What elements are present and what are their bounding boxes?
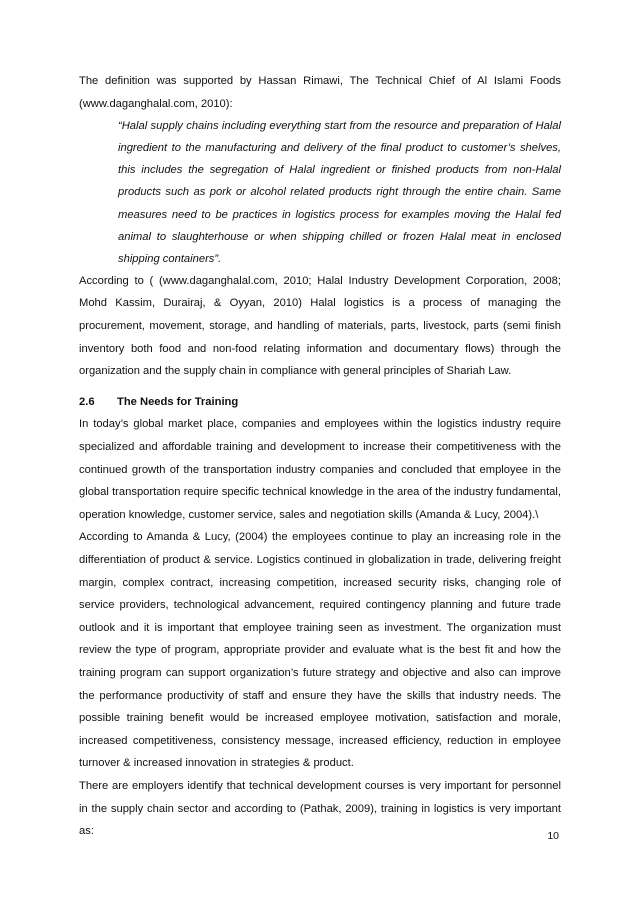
- training-paragraph-2: According to Amanda & Lucy, (2004) the employees continue to play an increasing role in the differentiation of product & service. Logistics continued in globalization in trade, delivering freight margin, complex contract, increasing competition, increased security risks, changing role of service providers, technological advancement, required contingency planning and future trade outlook and it is important that employee training seen as investment. The organization must review the type of program, appropriate provider and evaluate what is the best fit and how the training program can support organization’s future strategy and objective and also can improve the performance productivity of staff and ensure they have the skills that industry needs. The possible training benefit would be increased employee motivation, satisfaction and morale, increased competitiveness, consistency message, increased efficiency, reduction in employee turnover & increased innovation in strategies & product.: [79, 531, 561, 770]
- training-paragraph-3: There are employers identify that technical development courses is very important for personnel in the supply chain sector and according to (Pathak, 2009), training in logistics is very important as:: [79, 779, 561, 838]
- section-heading: [79, 391, 561, 414]
- section-number: 2.6: [79, 395, 95, 408]
- section-title: The Needs for Training: [117, 395, 239, 408]
- page-body: [79, 70, 561, 843]
- intro-paragraph: The definition was supported by Hassan Rimawi, The Technical Chief of Al Islami Foods (www.daganghalal.com, 2010):: [79, 75, 561, 110]
- halal-logistics-paragraph: According to ( (www.daganghalal.com, 2010; Halal Industry Development Corporation, 2008; Mohd Kassim, Durairaj, & Oyyan, 2010) Halal logistics is a process of managing the procurement, movement, storage, and handling of materials, parts, livestock, parts (semi finish inventory both food and non-food relating information and documentary flows) through the organization and the supply chain in compliance with general principles of Shariah Law.: [79, 274, 561, 378]
- quote-block: “Halal supply chains including everything start from the resource and preparation of Halal ingredient to the manufacturing and delivery of the final product to customer’s shelves, this includes the segregation of Halal ingredient or finished products from non-Halal products such as pork or alcohol related products right through the entire chain. Same measures need to be practices in logistics process for examples moving the Halal fed animal to slaughterhouse or when shipping chilled or frozen Halal meat in enclosed shipping containers”.: [118, 120, 561, 265]
- training-paragraph-1: In today’s global market place, companies and employees within the logistics industry require specialized and affordable training and development to increase their competitiveness with the continued growth of the transportation industry companies and concluded that employee in the global transportation require specific technical knowledge in the area of the industry fundamental, operation knowledge, customer service, sales and negotiation skills (Amanda & Lucy, 2004).\: [79, 418, 561, 521]
- page-number: 10: [547, 830, 559, 842]
